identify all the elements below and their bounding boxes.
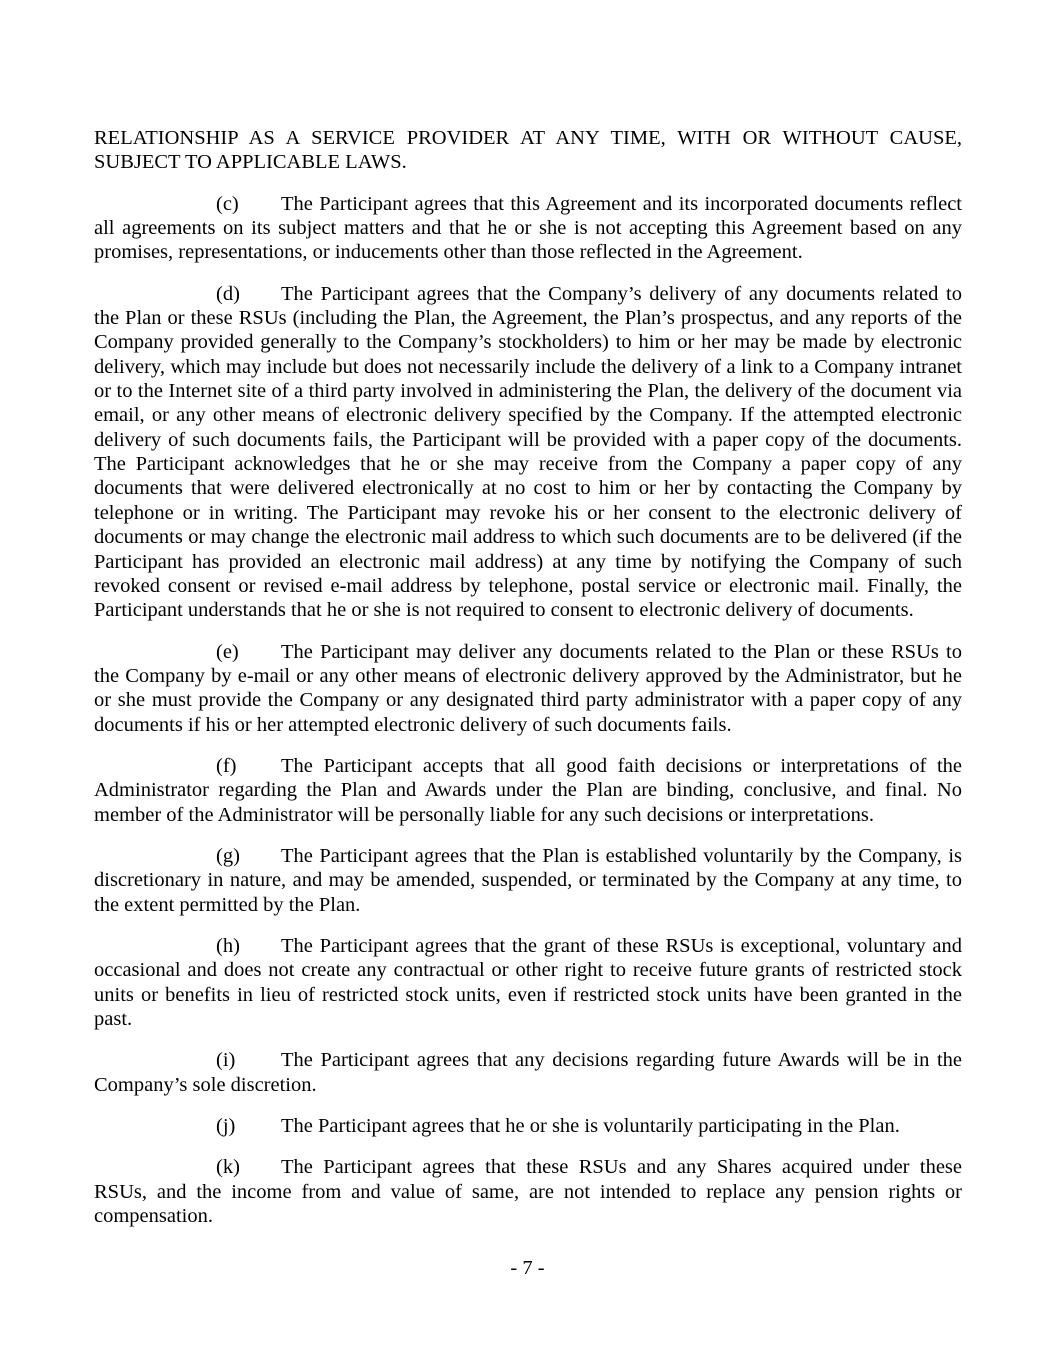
paragraph-text: The Participant agrees that he or she is voluntarily participating in the Plan. <box>281 1115 900 1138</box>
paragraph-f <box>94 754 962 827</box>
paragraph-label: (g) <box>216 844 240 867</box>
paragraph-k <box>94 1155 962 1228</box>
paragraph-text: The Participant agrees that the grant of these RSUs is exceptional, voluntary and occasional and does not create any contractual or other right to receive future grants of restricted stock units or benefits in lieu of restricted stock units, even if restricted stock units have been granted in the past. <box>94 934 962 1030</box>
paragraph-label: (e) <box>216 640 239 663</box>
paragraph-i <box>94 1048 962 1097</box>
paragraph-g <box>94 844 962 917</box>
paragraph-label: (j) <box>216 1115 236 1138</box>
paragraph-text: The Participant accepts that all good faith decisions or interpretations of the Administrator regarding the Plan and Awards under the Plan are binding, conclusive, and final. No member of the Administrator will be personally liable for any such decisions or interpretations. <box>94 754 962 826</box>
document-body <box>94 126 962 1245</box>
paragraph-label: (h) <box>216 934 240 957</box>
paragraph-label: (k) <box>216 1156 240 1179</box>
paragraph-j <box>94 1114 962 1138</box>
paragraph-label: (i) <box>216 1049 236 1072</box>
paragraph-text: The Participant may deliver any documents related to the Plan or these RSUs to the Company by e-mail or any other means of electronic delivery approved by the Administrator, but he or she must provide the Company or any designated third party administrator with a paper copy of any documents if his or her attempted electronic delivery of such documents fails. <box>94 640 962 736</box>
paragraph-text: The Participant agrees that the Plan is established voluntarily by the Company, is discretionary in nature, and may be amended, suspended, or terminated by the Company at any time, to the extent permitted by the Plan. <box>94 844 962 916</box>
paragraph-text: The Participant agrees that the Company’s delivery of any documents related to the Plan or these RSUs (including the Plan, the Agreement, the Plan’s prospectus, and any reports of the Company provided generally to the Company’s stockholders) to him or her may be made by electronic delivery, which may include but does not necessarily include the delivery of a link to a Company intranet or to the Internet site of a third party involved in administering the Plan, the delivery of the document via email, or any other means of electronic delivery specified by the Company. If the attempted electronic delivery of such documents fails, the Participant will be provided with a paper copy of the documents. The Participant acknowledges that he or she may receive from the Company a paper copy of any documents that were delivered electronically at no cost to him or her by contacting the Company by telephone or in writing. The Participant may revoke his or her consent to the electronic delivery of documents or may change the electronic mail address to which such documents are to be delivered (if the Participant has provided an electronic mail address) at any time by notifying the Company of such revoked consent or revised e-mail address by telephone, postal service or electronic mail. Finally, the Participant understands that he or she is not required to consent to electronic delivery of documents. <box>94 282 962 622</box>
paragraph-text: The Participant agrees that these RSUs and any Shares acquired under these RSUs, and the income from and value of same, are not intended to replace any pension rights or compensation. <box>94 1156 962 1228</box>
paragraph-text: The Participant agrees that any decisions regarding future Awards will be in the Company’s sole discretion. <box>94 1049 962 1096</box>
paragraph-c <box>94 192 962 265</box>
paragraph-text: The Participant agrees that this Agreement and its incorporated documents reflect all agreements on its subject matters and that he or she is not accepting this Agreement based on any promises, representations, or inducements other than those reflected in the Agreement. <box>94 192 962 264</box>
paragraph-label: (d) <box>216 282 240 305</box>
paragraph-d <box>94 282 962 623</box>
paragraph-label: (c) <box>216 192 239 215</box>
paragraph-label: (f) <box>216 754 237 777</box>
header-paragraph: RELATIONSHIP AS A SERVICE PROVIDER AT ANY TIME, WITH OR WITHOUT CAUSE, SUBJECT TO APPLICABLE LAWS. <box>94 127 962 174</box>
page-number: - 7 - <box>510 1257 545 1279</box>
paragraph-e <box>94 640 962 737</box>
paragraph-h <box>94 934 962 1031</box>
